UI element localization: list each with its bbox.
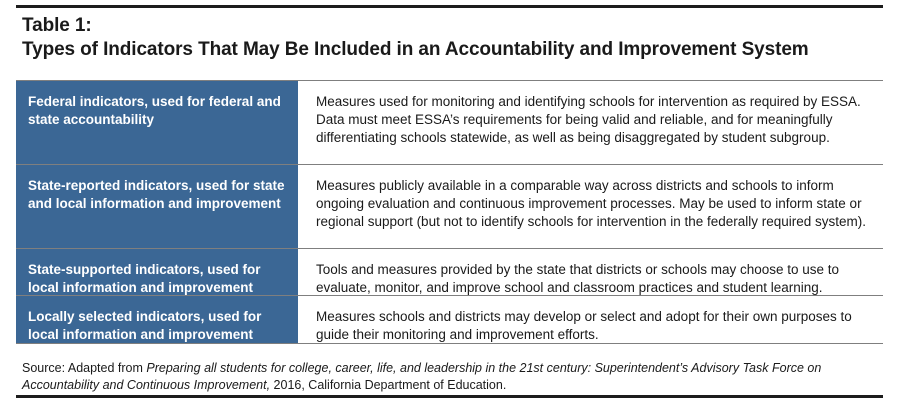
indicator-description-cell: Measures used for monitoring and identifying schools for intervention as required by ESSA. Data must meet ESSA’s requirements for being valid and reliable, and for meaningfully differentiating schools statewide, as well as being disaggregated by student subgroup. bbox=[316, 94, 861, 145]
table-heading: Types of Indicators That May Be Included in an Accountability and Improvement System bbox=[22, 39, 809, 60]
indicator-description-cell: Tools and measures provided by the state that districts or schools may choose to use to evaluate, monitor, and improve school and classroom practices and student learning. bbox=[316, 262, 840, 295]
table-row bbox=[16, 81, 883, 165]
table-row bbox=[16, 249, 883, 296]
table-row bbox=[16, 296, 883, 344]
indicator-type-cell: State-supported indicators, used for local information and improvement bbox=[16, 249, 298, 295]
indicator-type-cell: Federal indicators, used for federal and state accountability bbox=[16, 81, 298, 164]
source-prefix: Source: Adapted from bbox=[22, 361, 147, 375]
indicator-description-cell: Measures publicly available in a comparable way across districts and schools to inform ongoing evaluation and continuous improvement processes. May be used to inform state or regional support (but not to identify schools for intervention in the federally required system). bbox=[316, 178, 867, 229]
source-suffix: 2016, California Department of Education. bbox=[270, 378, 507, 392]
indicator-description-cell: Measures schools and districts may develop or select and adopt for their own purposes to guide their monitoring and improvement efforts. bbox=[316, 309, 852, 342]
indicator-type-cell: Locally selected indicators, used for local information and improvement bbox=[16, 296, 298, 343]
indicator-type-cell: State-reported indicators, used for state and local information and improvement bbox=[16, 165, 298, 248]
table-frame bbox=[16, 5, 883, 398]
table-row bbox=[16, 165, 883, 249]
table-title bbox=[22, 14, 882, 62]
indicators-table bbox=[16, 80, 883, 344]
table-number: Table 1: bbox=[22, 15, 92, 36]
source-work-title: Preparing all students for college, career, life, and leadership in the 21st century: Superintendent’s Advisory Task Force on Accountability and Continuous Improvement, bbox=[22, 361, 822, 392]
source-note bbox=[22, 360, 877, 394]
